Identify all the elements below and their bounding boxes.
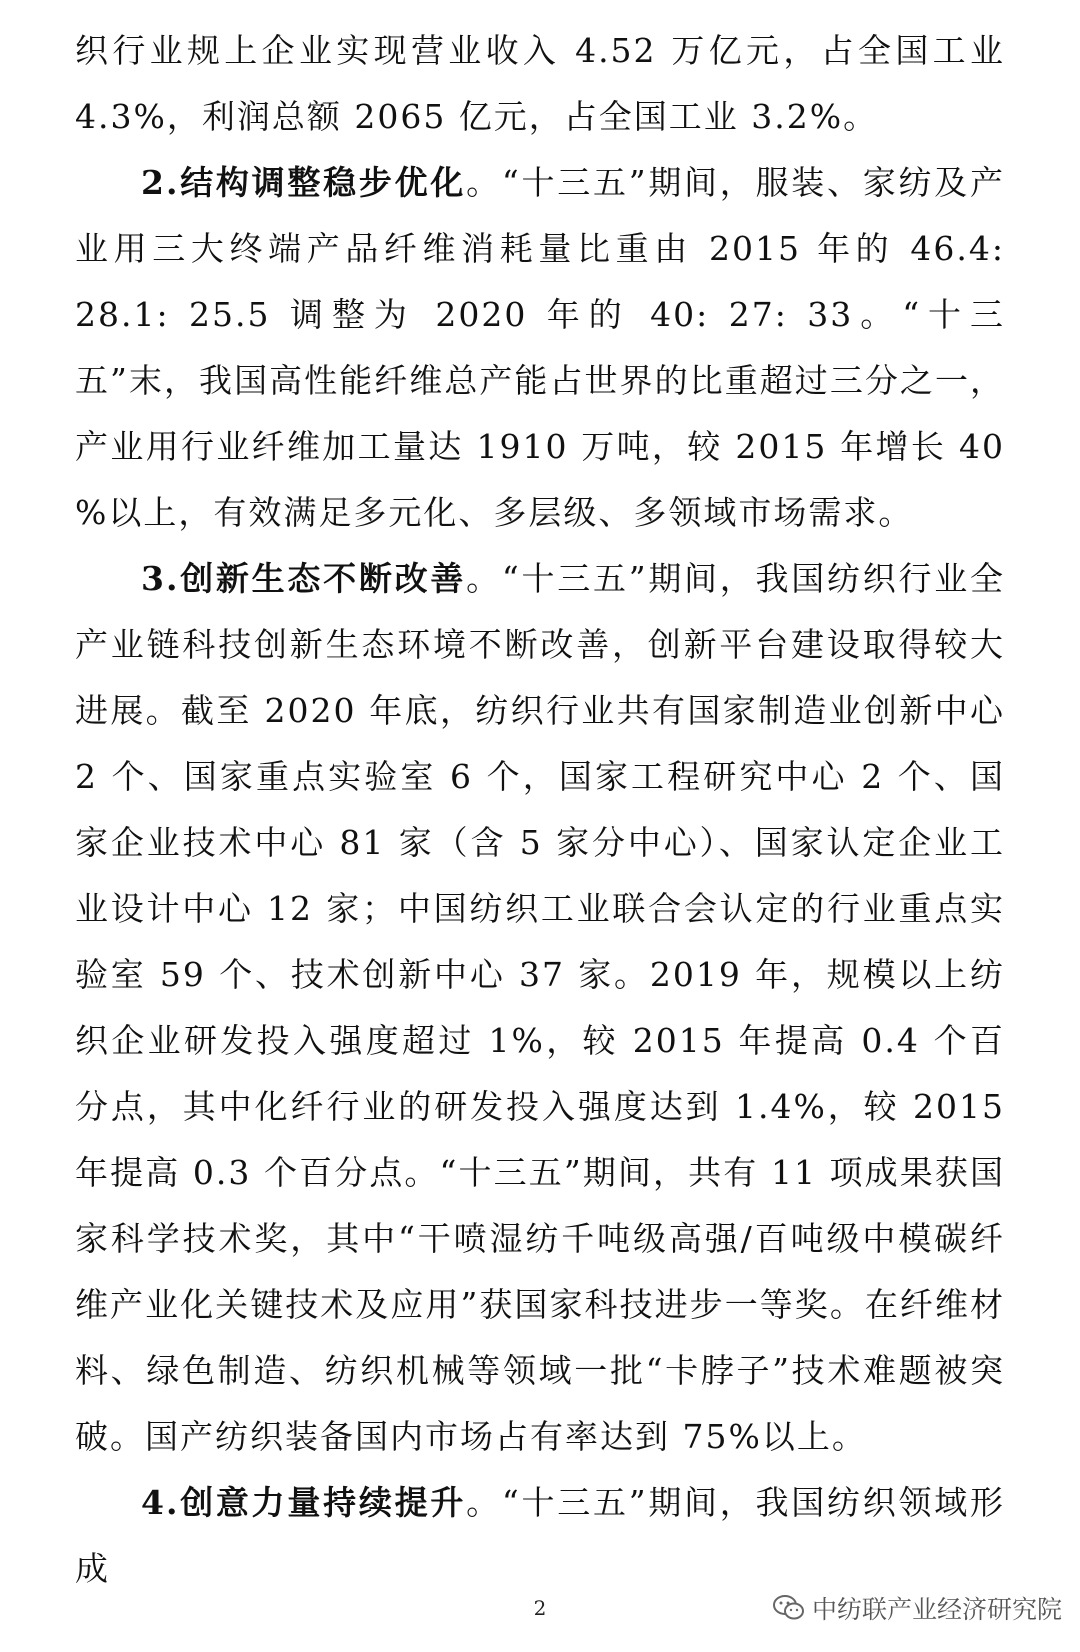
wechat-icon [772,1594,806,1622]
section-heading: 3.创新生态不断改善 [141,559,467,598]
page-number: 2 [533,1596,547,1620]
paragraph-structure [75,150,1005,546]
paragraph-body: 。“十三五”期间，服装、家纺及产业用三大终端产品纤维消耗量比重由 2015 年的 46.4: 28.1: 25.5 调整为 2020 年的 40: 27: 33。“十三五”末，我国高性能纤维总产能占世界的比重超过三分之一，产业用行业纤维加工量达 1910 万吨，较 2015 年增长 40 %以上，有效满足多元化、多层级、多领域市场需求。 [75,163,1005,532]
watermark-text: 中纺联产业经济研究院 [811,1595,1062,1624]
section-heading: 2.结构调整稳步优化 [141,163,467,202]
paragraph-continuation [75,18,1005,150]
paragraph-creativity [75,1470,1005,1602]
paragraph-innovation [75,546,1005,1470]
paragraph-body: 。“十三五”期间，我国纺织领域形成 [75,1483,1005,1588]
body-text [75,18,1005,1602]
paragraph-body: 。“十三五”期间，我国纺织行业全产业链科技创新生态环境不断改善，创新平台建设取得较大进展。截至 2020 年底，纺织行业共有国家制造业创新中心 2 个、国家重点实验室 6 个，国家工程研究中心 2 个、国家企业技术中心 81 家（含 5 家分中心）、国家认定企业工业设计中心 12 家；中国纺织工业联合会认定的行业重点实验室 59 个、技术创新中心 37 家。2019 年，规模以上纺织企业研发投入强度超过 1%，较 2015 年提高 0.4 个百分点，其中化纤行业的研发投入强度达到 1.4%，较 2015 年提高 0.3 个百分点。“十三五”期间，共有 11 项成果获国家科学技术奖，其中“干喷湿纺千吨级高强/百吨级中模碳纤维产业化关键技术及应用”获国家科技进步一等奖。在纤维材料、绿色制造、纺织机械等领域一批“卡脖子”技术难题被突破。国产纺织装备国内市场占有率达到 75%以上。 [75,559,1005,1456]
wechat-watermark [772,1590,1062,1626]
paragraph-body: 织行业规上企业实现营业收入 4.52 万亿元，占全国工业 4.3%，利润总额 2065 亿元，占全国工业 3.2%。 [75,31,1005,136]
section-heading: 4.创意力量持续提升 [141,1483,467,1522]
